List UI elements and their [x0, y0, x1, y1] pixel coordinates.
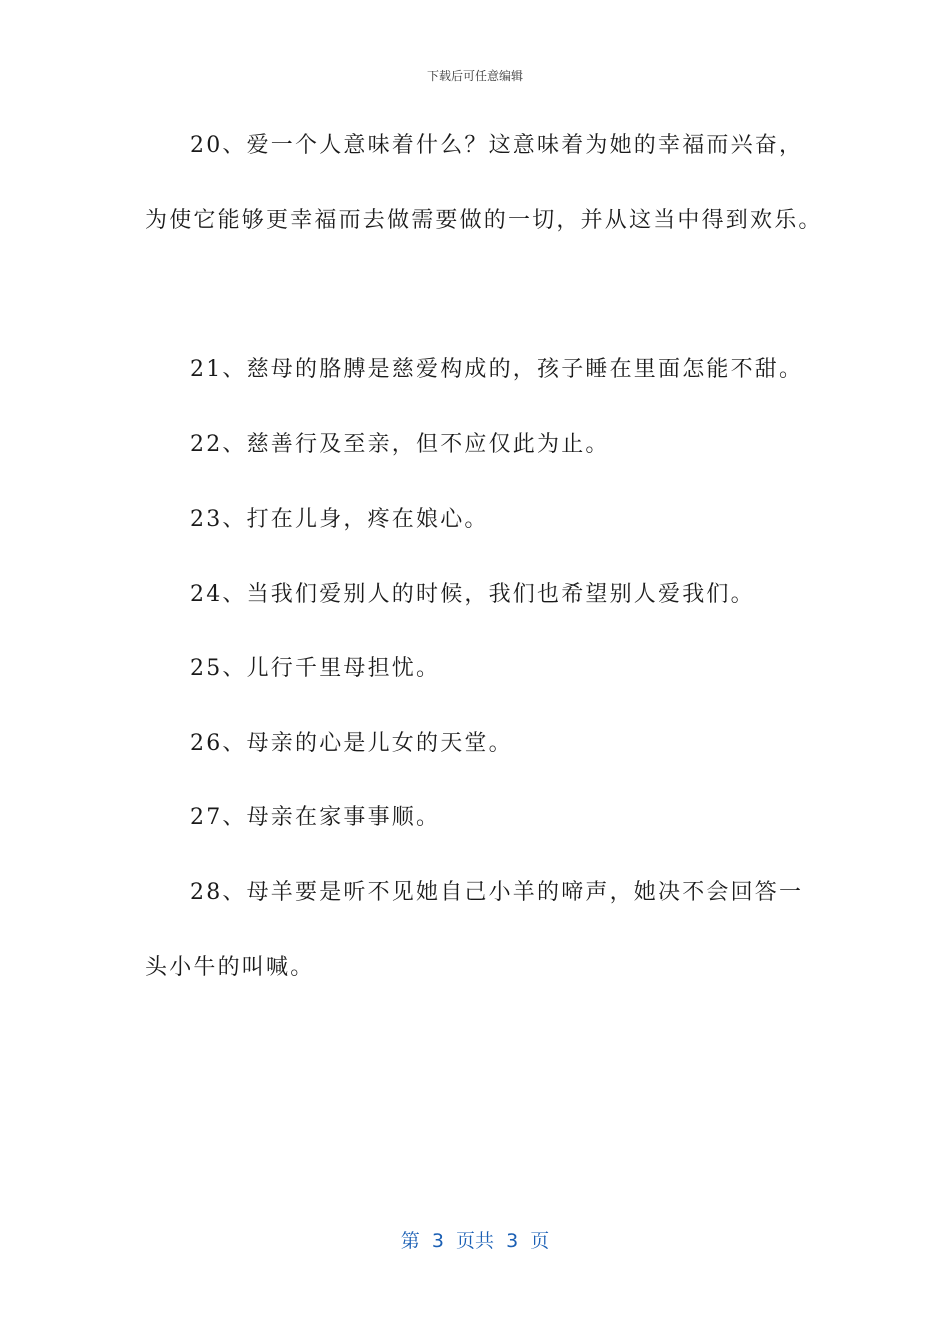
quote-26: 26、母亲的心是儿女的天堂。 — [190, 731, 513, 756]
quote-21: 21、慈母的胳膊是慈爱构成的，孩子睡在里面怎能不甜。 — [190, 357, 804, 382]
header-note: 下载后可任意编辑 — [426, 69, 523, 83]
quote-22: 22、慈善行及至亲，但不应仅此为止。 — [190, 432, 610, 457]
quote-28-line-1: 28、母羊要是听不见她自己小羊的啼声，她决不会回答一 — [190, 880, 804, 905]
page-number: 第 3 页共 3 页 — [400, 1230, 550, 1252]
quote-25: 25、儿行千里母担忧。 — [190, 656, 441, 681]
quote-23: 23、打在儿身，疼在娘心。 — [190, 507, 489, 532]
quote-20-line-2: 为使它能够更幸福而去做需要做的一切，并从这当中得到欢乐。 — [145, 208, 823, 233]
quote-20-line-1: 20、爱一个人意味着什么？这意味着为她的幸福而兴奋， — [190, 133, 804, 158]
quote-28-line-2: 头小牛的叫喊。 — [145, 955, 315, 980]
quote-24: 24、当我们爱别人的时候，我们也希望别人爱我们。 — [190, 582, 755, 607]
quote-27: 27、母亲在家事事顺。 — [190, 805, 441, 830]
